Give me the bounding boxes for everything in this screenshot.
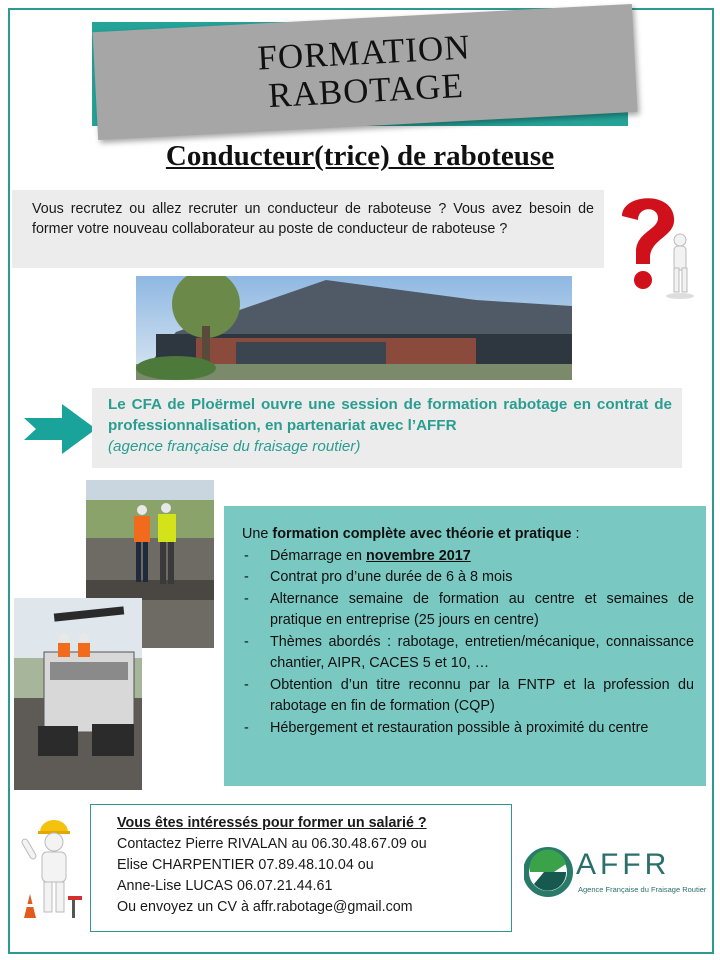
contact-line-3: Anne-Lise LUCAS 06.07.21.44.61 bbox=[117, 878, 333, 894]
cfa-italic-text: (agence française du fraisage routier) bbox=[108, 438, 361, 455]
training-details bbox=[224, 506, 706, 786]
contact-box bbox=[90, 804, 512, 932]
info-intro-suffix: : bbox=[571, 526, 580, 542]
list-item: - Hébergement et restauration possible à proximité du centre bbox=[242, 718, 694, 740]
info-intro bbox=[242, 524, 694, 546]
info-list bbox=[242, 546, 694, 740]
contact-line-4: Ou envoyez un CV à affr.rabotage@gmail.com bbox=[117, 899, 413, 915]
milling-machine-photo bbox=[14, 598, 142, 790]
info-intro-prefix: Une bbox=[242, 526, 273, 542]
building-photo bbox=[136, 276, 572, 380]
cfa-bold-text: Le CFA de Ploërmel ouvre une session de formation rabotage en contrat de professionnalisation, en partenariat avec l’AFFR bbox=[108, 396, 672, 434]
contact-line-1: Contactez Pierre RIVALAN au 06.30.48.67.09 ou bbox=[117, 836, 427, 852]
page-subtitle: Conducteur(trice) de raboteuse bbox=[165, 140, 555, 172]
list-item: - Thèmes abordés : rabotage, entretien/mécanique, connaissance chantier, AIPR, CACES 5 et 10, … bbox=[242, 632, 694, 675]
affr-logo-text: AFFR bbox=[576, 848, 671, 881]
list-item: - Contrat pro d’une durée de 6 à 8 mois bbox=[242, 567, 694, 589]
info-intro-bold: formation complète avec théorie et pratique bbox=[272, 526, 572, 542]
list-item: - Alternance semaine de formation au centre et semaines de pratique en entreprise (25 jours en centre) bbox=[242, 589, 694, 632]
question-box: Vous recrutez ou allez recruter un conducteur de raboteuse ? Vous avez besoin de former votre nouveau collaborateur au poste de conducteur de raboteuse ? bbox=[12, 190, 604, 268]
list-item: - Obtention d’un titre reconnu par la FNTP et la profession du rabotage en fin de formation (CQP) bbox=[242, 675, 694, 718]
cfa-announcement bbox=[92, 388, 682, 468]
arrow-right-icon bbox=[24, 404, 96, 454]
start-date: novembre 2017 bbox=[366, 547, 471, 564]
title-line-2: RABOTAGE bbox=[267, 65, 465, 116]
contact-title: Vous êtes intéressés pour former un salarié ? bbox=[117, 815, 427, 831]
affr-logo-tagline: Agence Française du Fraisage Routier bbox=[578, 885, 707, 894]
list-item bbox=[242, 546, 694, 568]
start-prefix: Démarrage en bbox=[270, 547, 366, 564]
title-line-1: FORMATION bbox=[256, 27, 472, 78]
contact-line-2: Elise CHARPENTIER 07.89.48.10.04 ou bbox=[117, 857, 374, 873]
worker-figure-icon bbox=[20, 818, 86, 922]
question-mark-person-icon bbox=[594, 186, 706, 300]
